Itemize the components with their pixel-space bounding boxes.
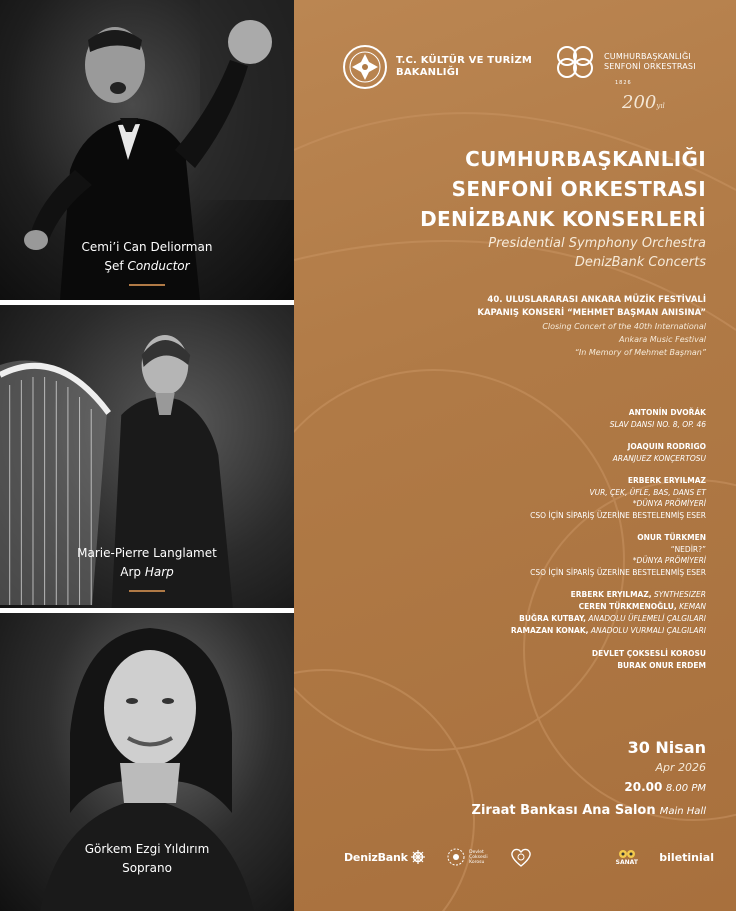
event-time-en: 8.00 PM	[665, 783, 706, 794]
choir-emblem-icon	[446, 847, 466, 867]
event-venue-tr: Ziraat Bankası Ana Salon	[471, 803, 656, 818]
festival-block	[306, 294, 706, 359]
ministry-line-2: BAKANLIĞI	[396, 67, 460, 78]
soloist-name: BUĞRA KUTBAY,	[519, 614, 586, 623]
program-item	[306, 532, 706, 578]
sanat-logo	[616, 849, 638, 866]
soloist-name: ERBERK ERYILMAZ,	[570, 590, 652, 599]
orchestra-line-2: SENFONİ ORKESTRASI	[604, 62, 696, 71]
soloist	[306, 589, 706, 601]
program-work: “NEDİR?”	[670, 544, 706, 554]
program-note: CSO İÇİN SİPARİŞ ÜZERİNE BESTELENMİŞ ESER	[530, 510, 706, 520]
event-venue-en: Main Hall	[659, 806, 706, 817]
title-line-3: DENİZBANK KONSERLERİ	[420, 207, 706, 231]
conductor-panel	[0, 0, 294, 300]
program-composer: ANTONÍN DVOŘÁK	[628, 408, 706, 417]
title-line-2: SENFONİ ORKESTRASI	[451, 177, 706, 201]
orchestra-logo	[552, 44, 696, 78]
soloist-name: RAMAZAN KONAK,	[510, 626, 589, 635]
festival-en-2: Ankara Music Festival	[618, 335, 706, 344]
harpist-role-en: Harp	[144, 565, 174, 579]
event-date: 30 Nisan	[627, 738, 706, 757]
conductor-role-tr: Şef	[104, 259, 124, 273]
program-work: VUR, ÇEK, ÜFLE, BAS, DANS ET	[589, 487, 706, 497]
soloist	[306, 625, 706, 637]
founded-year: 1826	[615, 80, 632, 86]
ministry-logo	[342, 44, 532, 90]
soprano-role: Soprano	[122, 861, 172, 875]
soprano-caption	[0, 840, 294, 878]
program-item	[306, 441, 706, 464]
soloist-role: ANADOLU ÜFLEMELİ ÇALGILARI	[588, 614, 706, 623]
choir-logo-line: Devlet	[469, 849, 484, 855]
soloist	[306, 613, 706, 625]
harpist-role	[0, 563, 294, 582]
anniversary-suffix: yıl	[656, 102, 665, 110]
caption-rule	[129, 590, 165, 592]
choir-logo-line: Çoksesli	[469, 854, 488, 860]
sanat-text: SANAT	[615, 858, 638, 866]
harpist-caption	[0, 544, 294, 592]
concert-title	[306, 144, 706, 272]
event-details	[306, 737, 706, 823]
choir-block	[306, 648, 706, 672]
anniversary-number: 200	[622, 92, 657, 113]
harpist-panel	[0, 305, 294, 608]
program-list	[306, 407, 706, 683]
program-item	[306, 407, 706, 430]
soloist-list	[306, 589, 706, 637]
program-composer: ONUR TÜRKMEN	[637, 533, 706, 542]
event-venue	[306, 800, 706, 823]
soloist-role: ANADOLU VURMALI ÇALGILARI	[590, 626, 706, 635]
helm-icon	[411, 850, 425, 864]
denizbank-logo	[344, 850, 425, 864]
sanat-owl-icon	[618, 849, 636, 859]
program-work: SLAV DANSI NO. 8, OP. 46	[609, 419, 706, 429]
program-item	[306, 475, 706, 521]
program-composer: ERBERK ERYILMAZ	[627, 476, 706, 485]
soloist-name: CEREN TÜRKMENOĞLU,	[578, 602, 677, 611]
program-note: *DÜNYA PRÖMİYERİ	[632, 499, 706, 508]
anniversary-mark	[622, 92, 665, 113]
festival-en-1: Closing Concert of the 40th International	[542, 322, 706, 331]
title-sub-2: DenizBank Concerts	[574, 255, 706, 270]
caption-rule	[129, 284, 165, 286]
choir-name: DEVLET ÇOKSESLİ KOROSU	[591, 649, 706, 658]
choir-logo-line: Korosu	[469, 859, 485, 865]
orchestra-line-1: CUMHURBAŞKANLIĞI	[604, 52, 691, 61]
choir-logo-text	[469, 850, 487, 865]
orchestra-name	[604, 52, 696, 72]
title-line-1: CUMHURBAŞKANLIĞI	[465, 147, 706, 171]
performer-column	[0, 0, 294, 911]
soprano-panel	[0, 613, 294, 911]
program-note: *DÜNYA PRÖMİYERİ	[632, 556, 706, 565]
soprano-name: Görkem Ezgi Yıldırım	[84, 842, 210, 856]
conductor-role-en: Conductor	[127, 259, 190, 273]
program-work: ARANJUEZ KONÇERTOSU	[612, 453, 706, 463]
sponsor-row	[344, 842, 714, 872]
denizbank-text: DenizBank	[344, 850, 408, 864]
program-composer: JOAQUIN RODRIGO	[627, 442, 706, 451]
info-column	[294, 0, 736, 911]
ministry-emblem-icon	[342, 44, 388, 90]
ministry-line-1: T.C. KÜLTÜR VE TURİZM	[396, 55, 533, 66]
event-date-en: Apr 2026	[655, 761, 706, 774]
event-time-tr: 20.00	[624, 780, 663, 794]
ministry-name	[396, 55, 532, 79]
choir-director: BURAK ONUR ERDEM	[617, 661, 706, 670]
program-note: CSO İÇİN SİPARİŞ ÜZERİNE BESTELENMİŞ ESER	[530, 567, 706, 577]
conductor-name: Cemi’i Can Deliorman	[81, 240, 213, 254]
logo-row	[342, 44, 722, 114]
event-time	[306, 777, 706, 799]
orchestra-emblem-icon	[552, 44, 598, 78]
harpist-role-tr: Arp	[120, 565, 141, 579]
conductor-caption	[0, 238, 294, 286]
choir-logo	[446, 847, 487, 867]
festival-tr-1: 40. ULUSLARARASI ANKARA MÜZİK FESTİVALİ	[487, 295, 706, 305]
conductor-role	[0, 257, 294, 276]
soloist	[306, 601, 706, 613]
festival-tr-2: KAPANIŞ KONSERİ “MEHMET BAŞMAN ANISINA”	[477, 308, 706, 318]
soloist-role: KEMAN	[679, 602, 706, 611]
biletinial-logo: biletinial	[659, 850, 714, 864]
festival-en-3: “In Memory of Mehmet Başman”	[574, 348, 706, 357]
title-sub-1: Presidential Symphony Orchestra	[488, 236, 706, 251]
soloist-role: SYNTHESIZER	[654, 590, 706, 599]
harpist-name: Marie-Pierre Langlamet	[77, 546, 217, 560]
heart-logo-icon	[509, 846, 533, 868]
